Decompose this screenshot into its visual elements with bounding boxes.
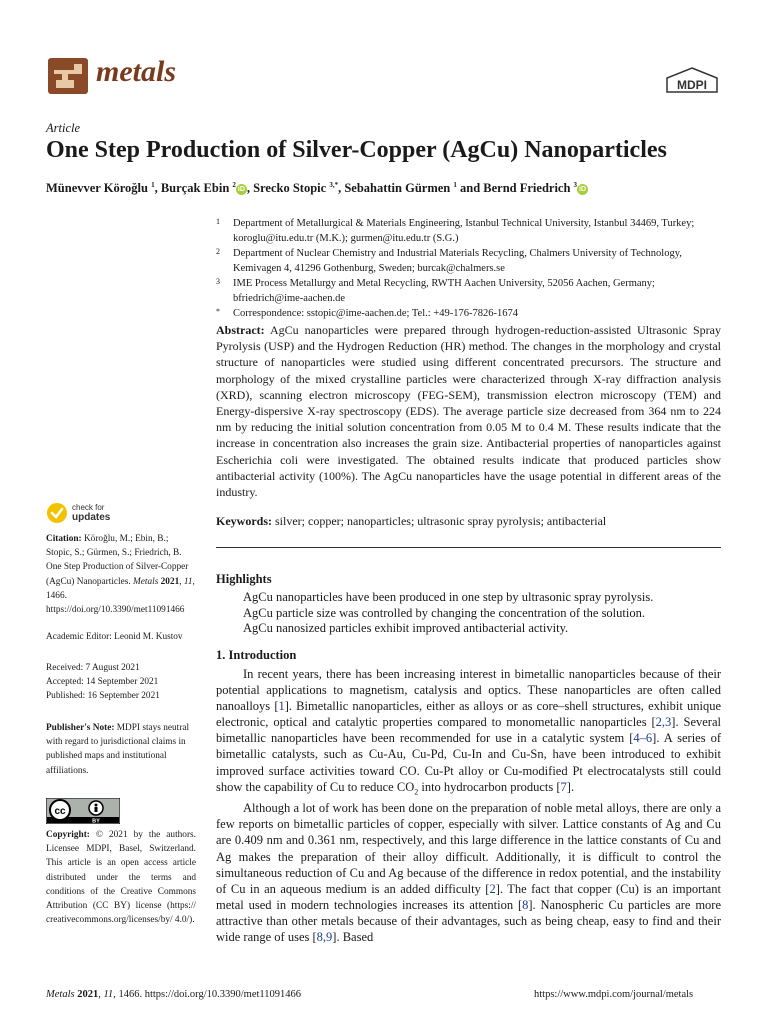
reference-link[interactable]: 2,3	[655, 715, 672, 730]
author-affiliation: 1	[453, 181, 457, 189]
keywords-text: silver; copper; nanoparticles; ultrasonic spray pyrolysis; antibacterial	[275, 514, 607, 528]
svg-text:cc: cc	[54, 806, 66, 817]
publication-dates	[46, 661, 196, 704]
citation-doi[interactable]: , 1466. https://doi.org/10.3390/met11091466	[46, 576, 195, 616]
paragraph: Although a lot of work has been done on the preparation of noble metal alloys, there are only a few reports on bimetallic particles of copper, especially with silver. Lattice constants of Ag and Cu are 0.409 nm and 0.361 nm, respectively, and this large difference in the lattice constants of Cu and Ag makes the preparation of their alloy difficult. Additionally, it is difficult to control the simultaneous reduction of Cu and Ag because of the difference in redox potential, and the instability of Cu in an aqueous medium is an added difficulty [2]. The fact that copper (Cu) is an important metal used in modern technologies increases its attention [8]. Nanospheric Cu particles are more attractive than other metals because of their advantages, such as being cheap, easy to find and their wide range of uses [8,9]. Based	[216, 801, 721, 944]
affiliation-item: 3 IME Process Metallurgy and Metal Recycling, RWTH Aachen University, 52056 Aachen, Germany; bfriedrich@ime-aachen.de	[216, 277, 655, 304]
footer-journal-url[interactable]: https://www.mdpi.com/journal/metals	[534, 989, 694, 1000]
abstract	[216, 322, 721, 500]
section-title: 1. Introduction	[216, 648, 297, 662]
reference-link[interactable]: 1	[278, 699, 285, 714]
abstract-label: Abstract:	[216, 323, 265, 337]
affiliation-item: 1 Department of Metallurgical & Materials Engineering, Istanbul Technical University, Istanbul 34469, Turkey; koroglu@itu.edu.tr (M.K.); gurmen@itu.edu.tr (S.G.)	[216, 217, 695, 244]
correspondence: * Correspondence: sstopic@ime-aachen.de; Tel.: +49-176-7826-1674	[216, 307, 518, 319]
author-name: Münevver Köroğlu	[46, 181, 148, 196]
highlight-item: AgCu particle size was controlled by changing the concentration of the solution.	[243, 605, 645, 620]
highlights-list	[243, 590, 723, 637]
cc-by-text: BY	[92, 818, 100, 824]
section-divider	[216, 547, 721, 548]
reference-link[interactable]: 2	[489, 881, 496, 896]
journal-logo-icon	[46, 56, 90, 96]
author-list: Münevver Köroğlu $^1$, Burçak Ebin $^2$iD , Srecko Stopic $^{3,*}$, Sebahattin Gürmen $^1$ and Bernd Friedrich $^3$iD	[46, 181, 587, 196]
reference-link[interactable]: 8,9	[316, 930, 333, 944]
affiliations	[216, 217, 726, 323]
reference-link[interactable]: 8	[522, 897, 529, 912]
accepted-date: Accepted: 14 September 2021	[46, 677, 159, 688]
keywords-label: Keywords:	[216, 514, 272, 528]
check-updates-line1: check for	[72, 503, 105, 512]
abstract-text: AgCu nanoparticles were prepared through hydrogen-reduction-assisted Ultrasonic Spray Pyrolysis (USP) and the Hydrogen Reduction (HR) method. The changes in the morphology and crystal structure of nanoparticles were studied using different concentrated precursors. The structure and morphology of the mixed crystalline particles were characterized through X-ray diffraction analysis (XRD), scanning electron microscopy (FEG-SEM), transmission electron microscopy (TEM) and Energy-dispersive X-ray spectroscopy (EDS). The average particle size decreased from 364 nm to 224 nm by reducing the initial solution concentration from 0.05 M to 0.4 M. These results indicate that the increase in concentration also increases the grain size. Antibacterial properties of nanoparticles against Escherichia coli were investigated. The obtained results indicate that produced particles show antibacterial activity (100%). The AgCu nanoparticles have the usage potential in different areas of the industry.	[216, 323, 721, 500]
journal-name: metals	[96, 55, 176, 88]
check-updates-line2: updates	[72, 512, 111, 523]
citation: Citation: Köroğlu, M.; Ebin, B.; Stopic, S.; Gürmen, S.; Friedrich, B. One Step Production of Silver-Copper (AgCu) Nanoparticles. Metals 2021, 11, 1466. https://doi.org/10.3390/met11091466	[46, 534, 195, 616]
keywords	[216, 514, 721, 529]
author-name: Sebahattin Gürmen	[344, 181, 451, 196]
author-affiliation: 3,*	[329, 181, 339, 189]
copyright-notice: Copyright: © 2021 by the authors. Licensee MDPI, Basel, Switzerland. This article is an open access article distributed under the terms and conditions of the Creative Commons Attribution (CC BY) license (https:// creativecommons.org/licenses/by/ 4.0/).	[46, 830, 196, 926]
publisher-note: Publisher's Note: MDPI stays neutral with regard to jurisdictional claims in published maps and institutional affiliations.	[46, 723, 190, 776]
article-title: One Step Production of Silver-Copper (AgCu) Nanoparticles	[46, 137, 667, 163]
mdpi-logo-text: MDPI	[677, 78, 707, 92]
author-name: Burçak Ebin	[160, 181, 230, 196]
reference-link[interactable]: 4–6	[633, 731, 653, 746]
author-name: Bernd Friedrich	[483, 181, 571, 196]
cc-by-license-icon[interactable]	[46, 798, 120, 824]
author-affiliation: 2	[232, 181, 236, 189]
reference-link[interactable]: 7	[560, 779, 567, 794]
check-updates-icon	[46, 502, 68, 524]
mdpi-logo-icon[interactable]	[663, 66, 721, 94]
paragraph: In recent years, there has been increasing interest in bimetallic nanoparticles because of their potential applications to magnetism, catalysis and optics. These nanoparticles are often called nanoalloys [1]. Bimetallic nanoparticles, either as alloys or as core–shell structures, exhibit unique electronic, optical and catalytic properties compared to monometallic nanoparticles [2,3]. Several bimetallic nanoparticles have been recommended for use in a catalytic system [4–6]. A series of bimetallic catalysts, such as Cu-Au, Cu-Pd, Cu-In and Cu-Sn, have been introduced to exhibit improved surface activities toward CO. Cu-Pt alloy or Cu-modified Pt electrocatalysts still could show the capability of Cu to reduce $CO_2$ into hydrocarbon products [7].	[216, 667, 722, 797]
affiliation-item: 2 Department of Nuclear Chemistry and Industrial Materials Recycling, Chalmers University of Technology, Kemivagen 4, 41296 Gothenburg, Sweden; burcak@chalmers.se	[216, 247, 682, 274]
highlight-item: AgCu nanosized particles exhibit improved antibacterial activity.	[243, 621, 569, 636]
highlight-item: AgCu nanoparticles have been produced in one step by ultrasonic spray pyrolysis.	[243, 590, 654, 604]
published-date: Published: 16 September 2021	[46, 691, 160, 702]
orcid-icon[interactable]: iD	[579, 186, 587, 194]
author-affiliation: 1	[151, 181, 155, 189]
check-for-updates-button[interactable]	[46, 502, 166, 528]
orcid-icon[interactable]: iD	[237, 186, 245, 194]
academic-editor: Academic Editor: Leonid M. Kustov	[46, 632, 183, 642]
author-affiliation: 3	[573, 181, 578, 189]
footer-citation: Metals 2021, 11, 1466. https://doi.org/10.3390/met11091466	[46, 989, 302, 1000]
introduction-body	[216, 666, 721, 945]
highlights-title: Highlights	[216, 572, 272, 586]
author-name: Srecko Stopic	[253, 181, 327, 196]
received-date: Received: 7 August 2021	[46, 663, 140, 673]
article-type: Article	[46, 121, 81, 135]
